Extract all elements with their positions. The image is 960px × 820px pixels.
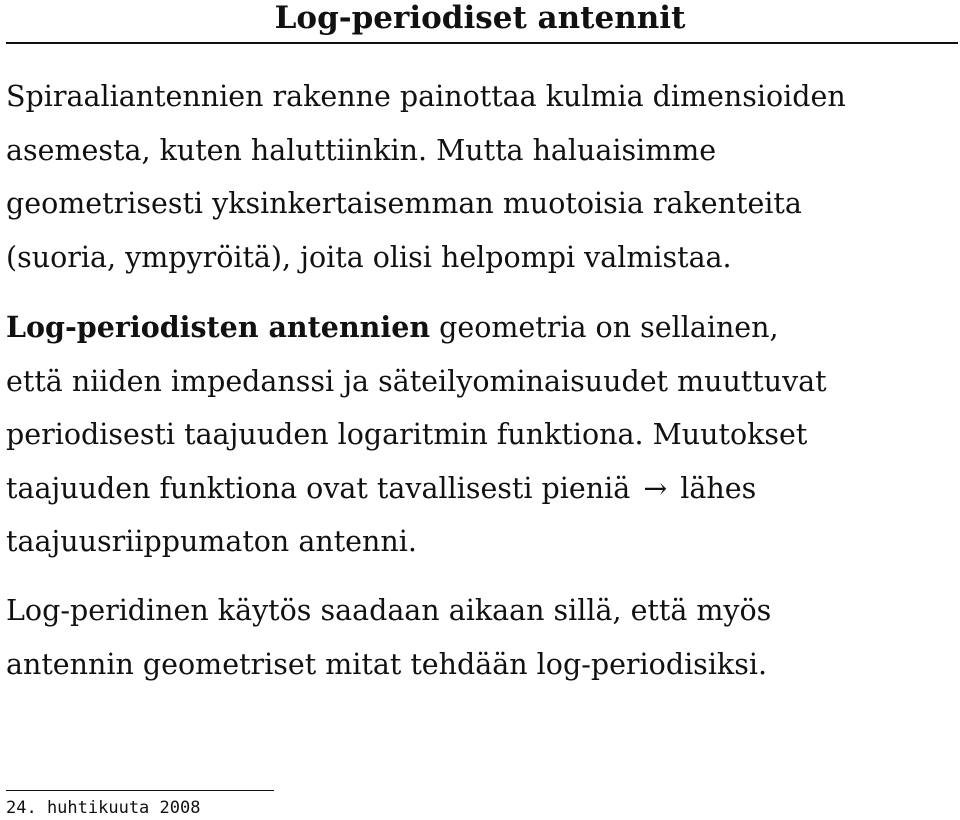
- paragraph-line: Spiraaliantennien rakenne painottaa kulmia dimensioiden: [6, 80, 846, 113]
- paragraph-line: [6, 462, 956, 516]
- footer-date: 24. huhtikuuta 2008: [6, 798, 201, 818]
- paragraph-text: lähes: [680, 471, 757, 505]
- paragraph-line: taajuusriippumaton antenni.: [6, 525, 417, 558]
- paragraph-line: periodisesti taajuuden logaritmin funktiona. Muutokset: [6, 418, 808, 451]
- paragraph-line: asemesta, kuten haluttiinkin. Mutta haluaisimme: [6, 133, 717, 167]
- paragraph-log-periodic-definition: [6, 301, 956, 569]
- footer-divider: [6, 790, 274, 791]
- slide-title: Log-periodiset antennit: [274, 0, 686, 36]
- paragraph-line: antennin geometriset mitat tehdään log-periodisiksi.: [6, 647, 767, 681]
- paragraph-text: taajuuden funktiona ovat tavallisesti pieniä: [6, 471, 631, 505]
- paragraph-line: että niiden impedanssi ja säteilyominaisuudet muuttuvat: [6, 364, 827, 398]
- paragraph-spiral-antennas: [6, 70, 956, 284]
- right-arrow-icon: →: [643, 471, 668, 505]
- paragraph-line: [6, 301, 956, 355]
- title-divider: [6, 42, 958, 44]
- paragraph-line: Log-peridinen käytös saadaan aikaan sillä, että myös: [6, 594, 772, 627]
- paragraph-line: (suoria, ympyröitä), joita olisi helpompi valmistaa.: [6, 240, 732, 274]
- paragraph-log-periodic-behavior: [6, 584, 956, 691]
- paragraph-text: geometria on sellainen,: [430, 311, 779, 344]
- bold-term: Log-periodisten antennien: [6, 310, 431, 344]
- paragraph-line: geometrisesti yksinkertaisemman muotoisia rakenteita: [6, 187, 802, 220]
